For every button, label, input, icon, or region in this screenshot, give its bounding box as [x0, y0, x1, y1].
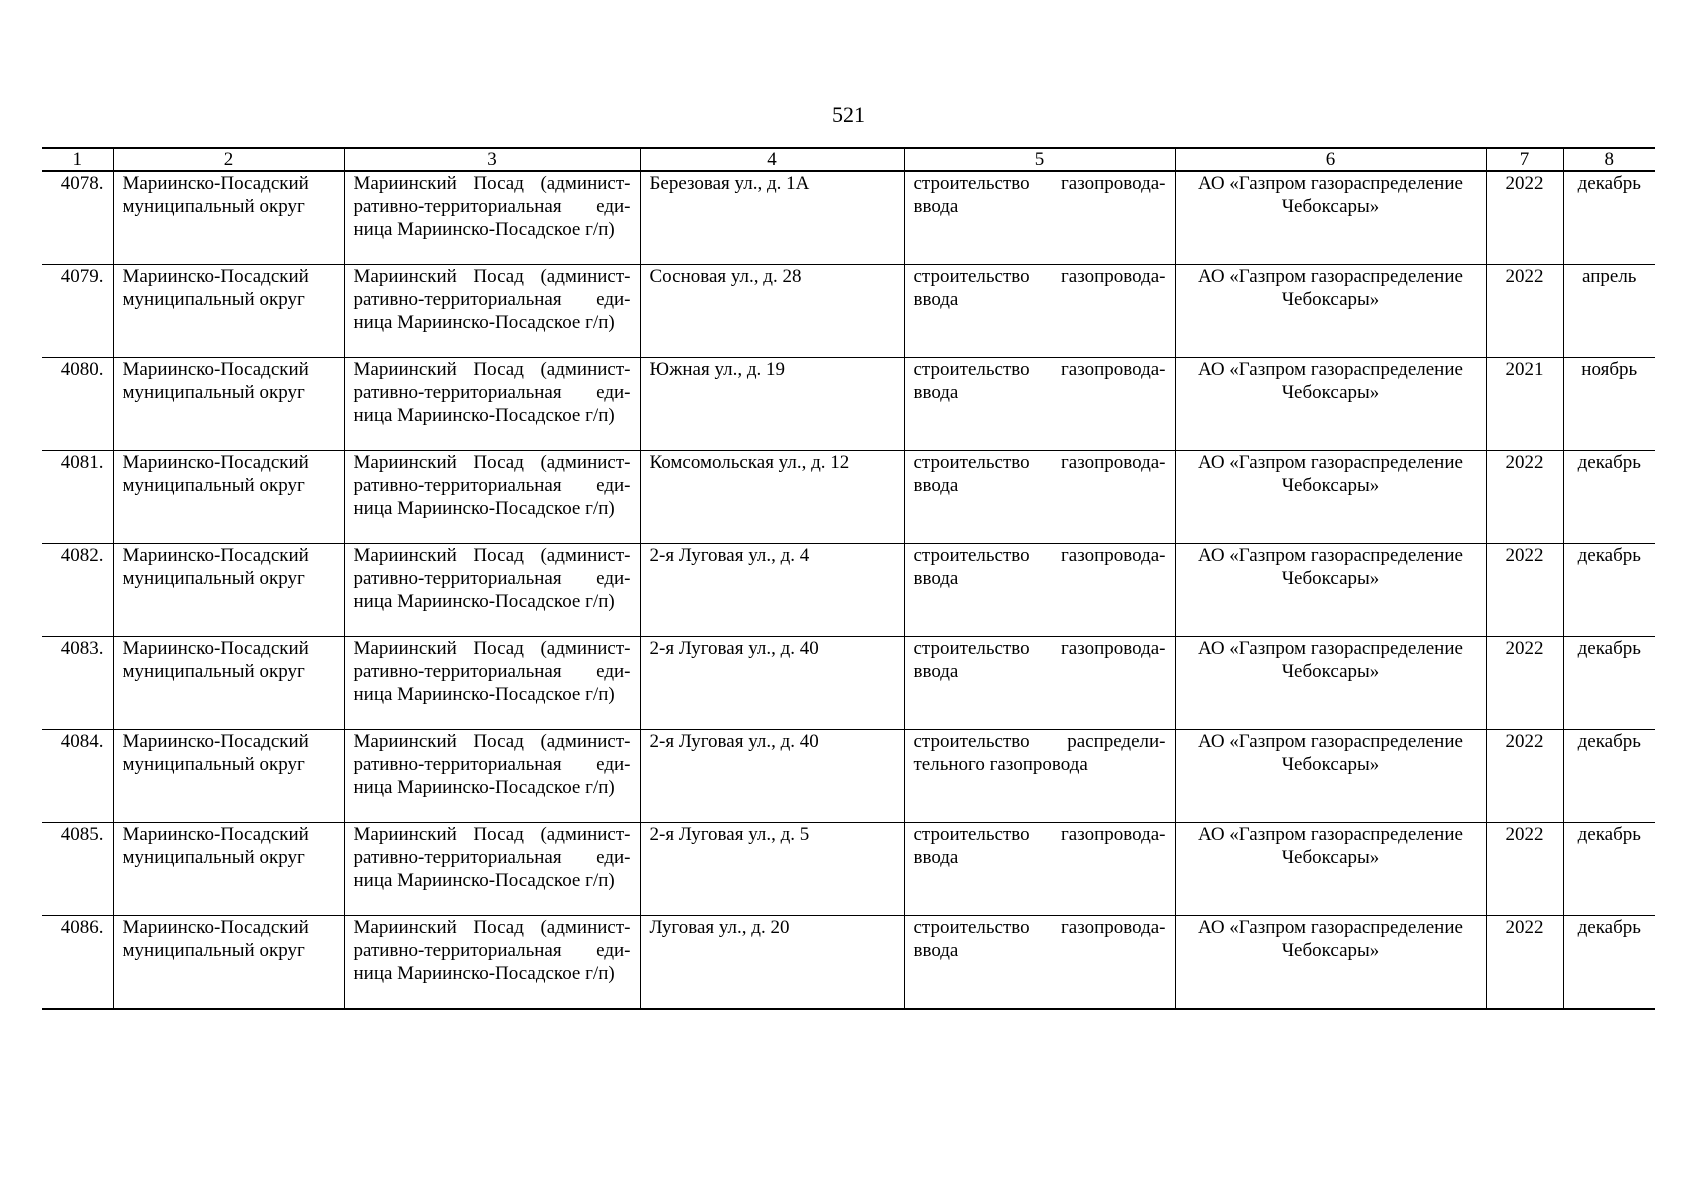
month-cell: ноябрь [1563, 358, 1655, 451]
table-row [42, 823, 1655, 916]
settlement-cell: Мариинский Посад (админист-ративно-территориальная еди-ница Мариинско-Посадское г/п) [344, 823, 640, 916]
table-row [42, 730, 1655, 823]
settlement-cell: Мариинский Посад (админист-ративно-территориальная еди-ница Мариинско-Посадское г/п) [344, 916, 640, 1010]
month-cell: декабрь [1563, 451, 1655, 544]
row-number-cell: 4079. [42, 265, 113, 358]
year-cell: 2022 [1486, 265, 1563, 358]
row-number-cell: 4081. [42, 451, 113, 544]
organization-cell: АО «Газпром газораспределение Чебоксары» [1175, 358, 1486, 451]
column-header: 6 [1175, 148, 1486, 171]
work-type-cell: строительство газопровода-ввода [904, 637, 1175, 730]
address-cell: 2-я Луговая ул., д. 40 [640, 637, 904, 730]
settlement-cell: Мариинский Посад (админист-ративно-территориальная еди-ница Мариинско-Посадское г/п) [344, 730, 640, 823]
table-row [42, 916, 1655, 1010]
settlement-cell: Мариинский Посад (админист-ративно-территориальная еди-ница Мариинско-Посадское г/п) [344, 544, 640, 637]
organization-cell: АО «Газпром газораспределение Чебоксары» [1175, 823, 1486, 916]
address-cell: Луговая ул., д. 20 [640, 916, 904, 1010]
year-cell: 2021 [1486, 358, 1563, 451]
table-row [42, 358, 1655, 451]
table-row [42, 265, 1655, 358]
work-type-cell: строительство газопровода-ввода [904, 358, 1175, 451]
district-cell: Мариинско-Посадский муниципальный округ [113, 916, 344, 1010]
year-cell: 2022 [1486, 451, 1563, 544]
year-cell: 2022 [1486, 823, 1563, 916]
work-type-cell: строительство газопровода-ввода [904, 265, 1175, 358]
address-cell: 2-я Луговая ул., д. 40 [640, 730, 904, 823]
settlement-cell: Мариинский Посад (админист-ративно-территориальная еди-ница Мариинско-Посадское г/п) [344, 171, 640, 265]
month-cell: декабрь [1563, 171, 1655, 265]
work-type-cell: строительство распредели-тельного газопровода [904, 730, 1175, 823]
organization-cell: АО «Газпром газораспределение Чебоксары» [1175, 637, 1486, 730]
month-cell: декабрь [1563, 637, 1655, 730]
data-table [42, 147, 1655, 1010]
district-cell: Мариинско-Посадский муниципальный округ [113, 171, 344, 265]
settlement-cell: Мариинский Посад (админист-ративно-территориальная еди-ница Мариинско-Посадское г/п) [344, 358, 640, 451]
settlement-cell: Мариинский Посад (админист-ративно-территориальная еди-ница Мариинско-Посадское г/п) [344, 265, 640, 358]
year-cell: 2022 [1486, 544, 1563, 637]
year-cell: 2022 [1486, 730, 1563, 823]
work-type-cell: строительство газопровода-ввода [904, 451, 1175, 544]
row-number-cell: 4078. [42, 171, 113, 265]
organization-cell: АО «Газпром газораспределение Чебоксары» [1175, 544, 1486, 637]
district-cell: Мариинско-Посадский муниципальный округ [113, 265, 344, 358]
work-type-cell: строительство газопровода-ввода [904, 171, 1175, 265]
month-cell: декабрь [1563, 544, 1655, 637]
row-number-cell: 4084. [42, 730, 113, 823]
month-cell: декабрь [1563, 916, 1655, 1010]
district-cell: Мариинско-Посадский муниципальный округ [113, 358, 344, 451]
column-header: 5 [904, 148, 1175, 171]
row-number-cell: 4083. [42, 637, 113, 730]
address-cell: Сосновая ул., д. 28 [640, 265, 904, 358]
year-cell: 2022 [1486, 637, 1563, 730]
address-cell: 2-я Луговая ул., д. 4 [640, 544, 904, 637]
column-header: 7 [1486, 148, 1563, 171]
address-cell: Комсомольская ул., д. 12 [640, 451, 904, 544]
work-type-cell: строительство газопровода-ввода [904, 823, 1175, 916]
row-number-cell: 4080. [42, 358, 113, 451]
district-cell: Мариинско-Посадский муниципальный округ [113, 823, 344, 916]
column-header: 3 [344, 148, 640, 171]
organization-cell: АО «Газпром газораспределение Чебоксары» [1175, 916, 1486, 1010]
district-cell: Мариинско-Посадский муниципальный округ [113, 544, 344, 637]
month-cell: декабрь [1563, 730, 1655, 823]
district-cell: Мариинско-Посадский муниципальный округ [113, 730, 344, 823]
column-header: 4 [640, 148, 904, 171]
column-header: 2 [113, 148, 344, 171]
work-type-cell: строительство газопровода-ввода [904, 544, 1175, 637]
settlement-cell: Мариинский Посад (админист-ративно-территориальная еди-ница Мариинско-Посадское г/п) [344, 637, 640, 730]
address-cell: Березовая ул., д. 1А [640, 171, 904, 265]
row-number-cell: 4086. [42, 916, 113, 1010]
table-row [42, 171, 1655, 265]
organization-cell: АО «Газпром газораспределение Чебоксары» [1175, 451, 1486, 544]
year-cell: 2022 [1486, 916, 1563, 1010]
address-cell: 2-я Луговая ул., д. 5 [640, 823, 904, 916]
table-row [42, 544, 1655, 637]
column-header: 8 [1563, 148, 1655, 171]
table-row [42, 637, 1655, 730]
organization-cell: АО «Газпром газораспределение Чебоксары» [1175, 265, 1486, 358]
district-cell: Мариинско-Посадский муниципальный округ [113, 451, 344, 544]
row-number-cell: 4085. [42, 823, 113, 916]
column-number-row [42, 148, 1655, 171]
address-cell: Южная ул., д. 19 [640, 358, 904, 451]
page-number: 521 [832, 102, 865, 127]
column-header: 1 [42, 148, 113, 171]
organization-cell: АО «Газпром газораспределение Чебоксары» [1175, 730, 1486, 823]
work-type-cell: строительство газопровода-ввода [904, 916, 1175, 1010]
year-cell: 2022 [1486, 171, 1563, 265]
month-cell: декабрь [1563, 823, 1655, 916]
row-number-cell: 4082. [42, 544, 113, 637]
table-row [42, 451, 1655, 544]
settlement-cell: Мариинский Посад (админист-ративно-территориальная еди-ница Мариинско-Посадское г/п) [344, 451, 640, 544]
organization-cell: АО «Газпром газораспределение Чебоксары» [1175, 171, 1486, 265]
table-body [42, 171, 1655, 1009]
district-cell: Мариинско-Посадский муниципальный округ [113, 637, 344, 730]
month-cell: апрель [1563, 265, 1655, 358]
